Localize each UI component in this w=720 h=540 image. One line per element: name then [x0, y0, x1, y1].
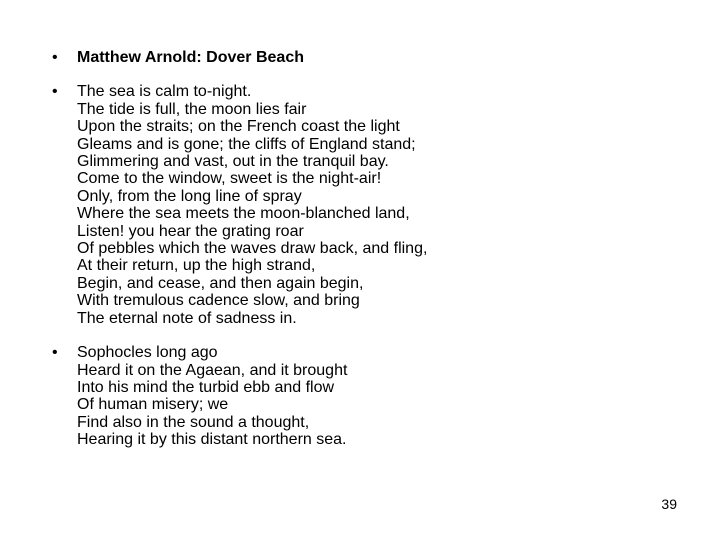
poem-line: The tide is full, the moon lies fair — [77, 100, 307, 118]
poem-line: Of human misery; we — [77, 396, 229, 414]
poem-line: Begin, and cease, and then again begin, — [77, 274, 364, 292]
poem-line: Heard it on the Agaean, and it brought — [77, 361, 348, 379]
stanza-2-bullet — [52, 344, 692, 448]
poem-line: Upon the straits; on the French coast the light — [77, 118, 400, 136]
bullet-icon: • — [52, 344, 58, 362]
poem-line: At their return, up the high strand, — [77, 257, 316, 275]
poem-line: The eternal note of sadness in. — [77, 309, 297, 327]
stanza-1 — [77, 83, 692, 327]
poem-line: Of pebbles which the waves draw back, and fling, — [77, 240, 428, 258]
poem-line: Listen! you hear the grating roar — [77, 222, 304, 240]
poem-line: Only, from the long line of spray — [77, 187, 302, 205]
bullet-icon: • — [52, 49, 58, 66]
poem-line: Sophocles long ago — [77, 344, 218, 362]
page-number: 39 — [661, 496, 677, 512]
poem-line: Gleams and is gone; the cliffs of England stand; — [77, 135, 416, 153]
poem-line: Find also in the sound a thought, — [77, 413, 310, 431]
poem-line: Come to the window, sweet is the night-air! — [77, 170, 382, 188]
poem-line: Glimmering and vast, out in the tranquil bay. — [77, 153, 389, 171]
poem-line: With tremulous cadence slow, and bring — [77, 292, 360, 310]
title-bullet — [52, 49, 692, 66]
poem-line: Hearing it by this distant northern sea. — [77, 431, 347, 449]
poem-line: Where the sea meets the moon-blanched land, — [77, 205, 410, 223]
stanza-1-bullet — [52, 83, 692, 327]
bullet-icon: • — [52, 83, 58, 101]
poem-title: Matthew Arnold: Dover Beach — [77, 49, 304, 66]
bullet-list — [52, 49, 692, 449]
poem-line: Into his mind the turbid ebb and flow — [77, 378, 335, 396]
poem-line: The sea is calm to-night. — [77, 83, 252, 101]
stanza-2 — [77, 344, 692, 448]
